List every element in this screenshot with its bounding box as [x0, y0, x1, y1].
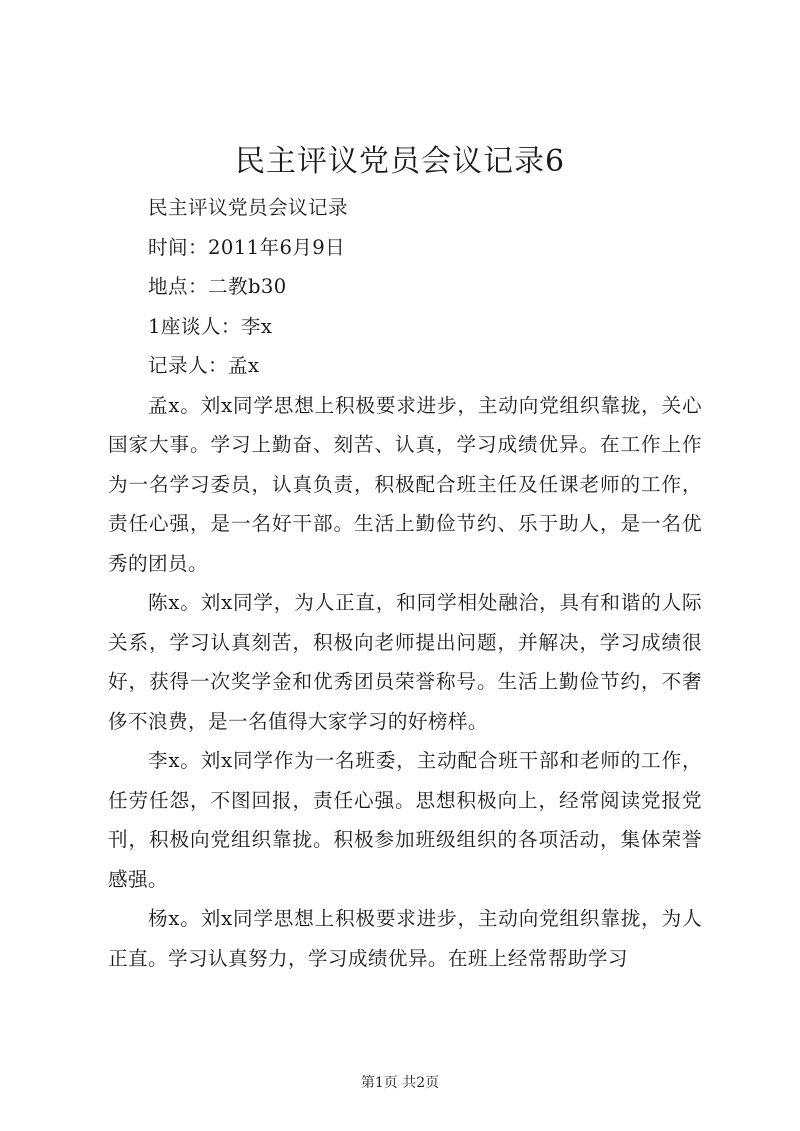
- document-title: 民主评议党员会议记录6: [234, 144, 566, 179]
- meeting-location: 地点：二教b30: [148, 275, 287, 298]
- meeting-host: 1座谈人：李x: [148, 314, 273, 338]
- subtitle-line: 民主评议党员会议记录: [148, 196, 348, 219]
- comment-paragraph: 陈x。刘x同学，为人正直，和同学相处融洽，具有和谐的人际关系，学习认真刻苦，积极向老师提出问题，并解决，学习成绩很好，获得一次奖学金和优秀团员荣誉称号。生活上勤俭节约，不奢侈不浪费，是一名值得大家学习的好榜样。: [108, 591, 702, 733]
- meeting-recorder: 记录人：孟x: [148, 354, 260, 377]
- comment-paragraph: 杨x。刘x同学思想上积极要求进步，主动向党组织靠拢，为人正直。学习认真努力，学习成绩优异。在班上经常帮助学习: [108, 907, 702, 970]
- page-footer: 第1页 共2页: [360, 1075, 440, 1091]
- meeting-time: 时间：2011年6月9日: [148, 235, 346, 259]
- comment-paragraph: 李x。刘x同学作为一名班委，主动配合班干部和老师的工作，任劳任怨，不图回报，责任心强。思想积极向上，经常阅读党报党刊，积极向党组织靠拢。积极参加班级组织的各项活动，集体荣誉感强。: [108, 749, 702, 891]
- document-body: [108, 188, 702, 978]
- comment-paragraph: 孟x。刘x同学思想上积极要求进步，主动向党组织靠拢，关心国家大事。学习上勤奋、刻苦、认真，学习成绩优异。在工作上作为一名学习委员，认真负责，积极配合班主任及任课老师的工作，责任心强，是一名好干部。生活上勤俭节约、乐于助人，是一名优秀的团员。: [108, 393, 702, 575]
